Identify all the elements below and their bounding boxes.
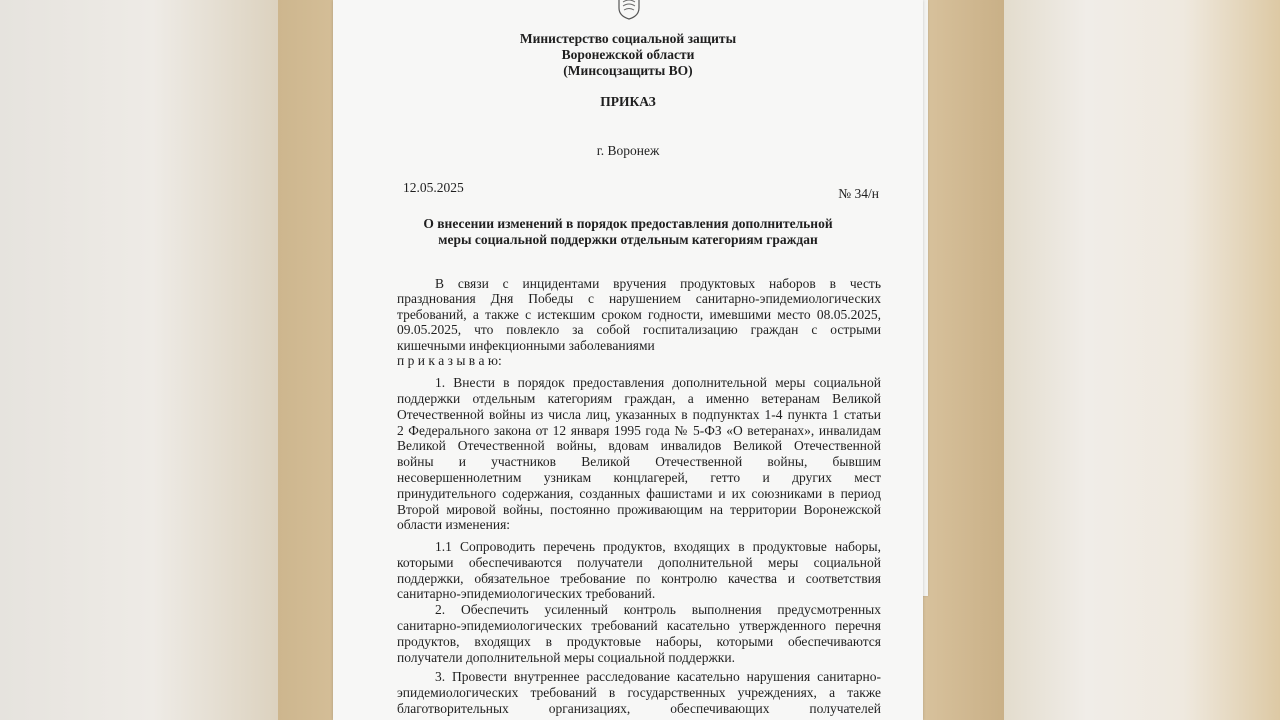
document-page (333, 0, 923, 720)
body-line: поддержки, обязательное требование по контролю качества и соответствия (397, 571, 881, 586)
body-line: требований, а также с истекшим сроком годности, имевшими место 08.05.2025, (397, 307, 881, 322)
body-line: которыми обеспечиваются получатели дополнительной меры социальной (397, 555, 881, 570)
body-line: В связи с инцидентами вручения продуктовых наборов в честь (435, 276, 881, 291)
body-line: 09.05.2025, что повлекло за собой госпитализацию граждан с острыми (397, 322, 881, 337)
body-line: принудительного содержания, созданных фашистами и их союзниками в период (397, 486, 881, 501)
coat-of-arms-icon (615, 0, 643, 20)
document-type: ПРИКАЗ (600, 94, 656, 109)
body-line: несовершеннолетним узникам концлагерей, гетто и других мест (397, 470, 881, 485)
body-line: области изменения: (397, 517, 511, 532)
order-word: п р и к а з ы в а ю: (397, 353, 502, 368)
body-line: санитарно-эпидемиологических требований. (397, 586, 656, 601)
body-line: Второй мировой войны, постоянно проживающим на территории Воронежской (397, 502, 881, 517)
body-line: получатели дополнительной меры социальной поддержки. (397, 650, 735, 665)
body-line: санитарно-эпидемиологических требований касательно утвержденного перечня (397, 618, 881, 633)
body-line: 2. Обеспечить усиленный контроль выполнения предусмотренных (435, 602, 881, 617)
body-line: благотворительных организациях, обеспечивающих получателей (397, 701, 881, 716)
body-line: 2 Федерального закона от 12 января 1995 года № 5-ФЗ «О ветеранах», инвалидам (397, 423, 881, 438)
body-line: продуктов, входящих в продуктовые наборы, которыми обеспечиваются (397, 634, 881, 649)
body-line: празднования Дня Победы с нарушением санитарно-эпидемиологических (397, 291, 881, 306)
background-right (1004, 0, 1280, 720)
document-number: № 34/н (838, 186, 879, 201)
body-line: кишечными инфекционными заболеваниями (397, 338, 655, 353)
document-date: 12.05.2025 (403, 180, 464, 195)
org-name-line2: Воронежской области (561, 47, 695, 62)
org-name-line3: (Минсоцзащиты ВО) (563, 63, 693, 78)
body-line: поддержки отдельным категориям граждан, а именно ветеранам Великой (397, 391, 881, 406)
body-line: 1. Внести в порядок предоставления дополнительной меры социальной (435, 375, 881, 390)
body-line: 1.1 Сопроводить перечень продуктов, входящих в продуктовые наборы, (435, 539, 881, 554)
body-line: эпидемиологических требований в государственных учреждениях, а также (397, 685, 881, 700)
document-title-line2: меры социальной поддержки отдельным категориям граждан (438, 232, 818, 247)
background-left (0, 0, 278, 720)
document-title-line1: О внесении изменений в порядок предоставления дополнительной (423, 216, 833, 231)
body-line: Отечественной войны из числа лиц, указанных в подпунктах 1-4 пункта 1 статьи (397, 407, 881, 422)
body-line: 3. Провести внутреннее расследование касательно нарушения санитарно- (435, 669, 881, 684)
document-city: г. Воронеж (596, 143, 660, 158)
body-line: войны и участников Великой Отечественной войны, бывшим (397, 454, 881, 469)
body-line: Великой Отечественной войны, вдовам инвалидов Великой Отечественной (397, 438, 881, 453)
org-name-line1: Министерство социальной защиты (519, 31, 737, 46)
